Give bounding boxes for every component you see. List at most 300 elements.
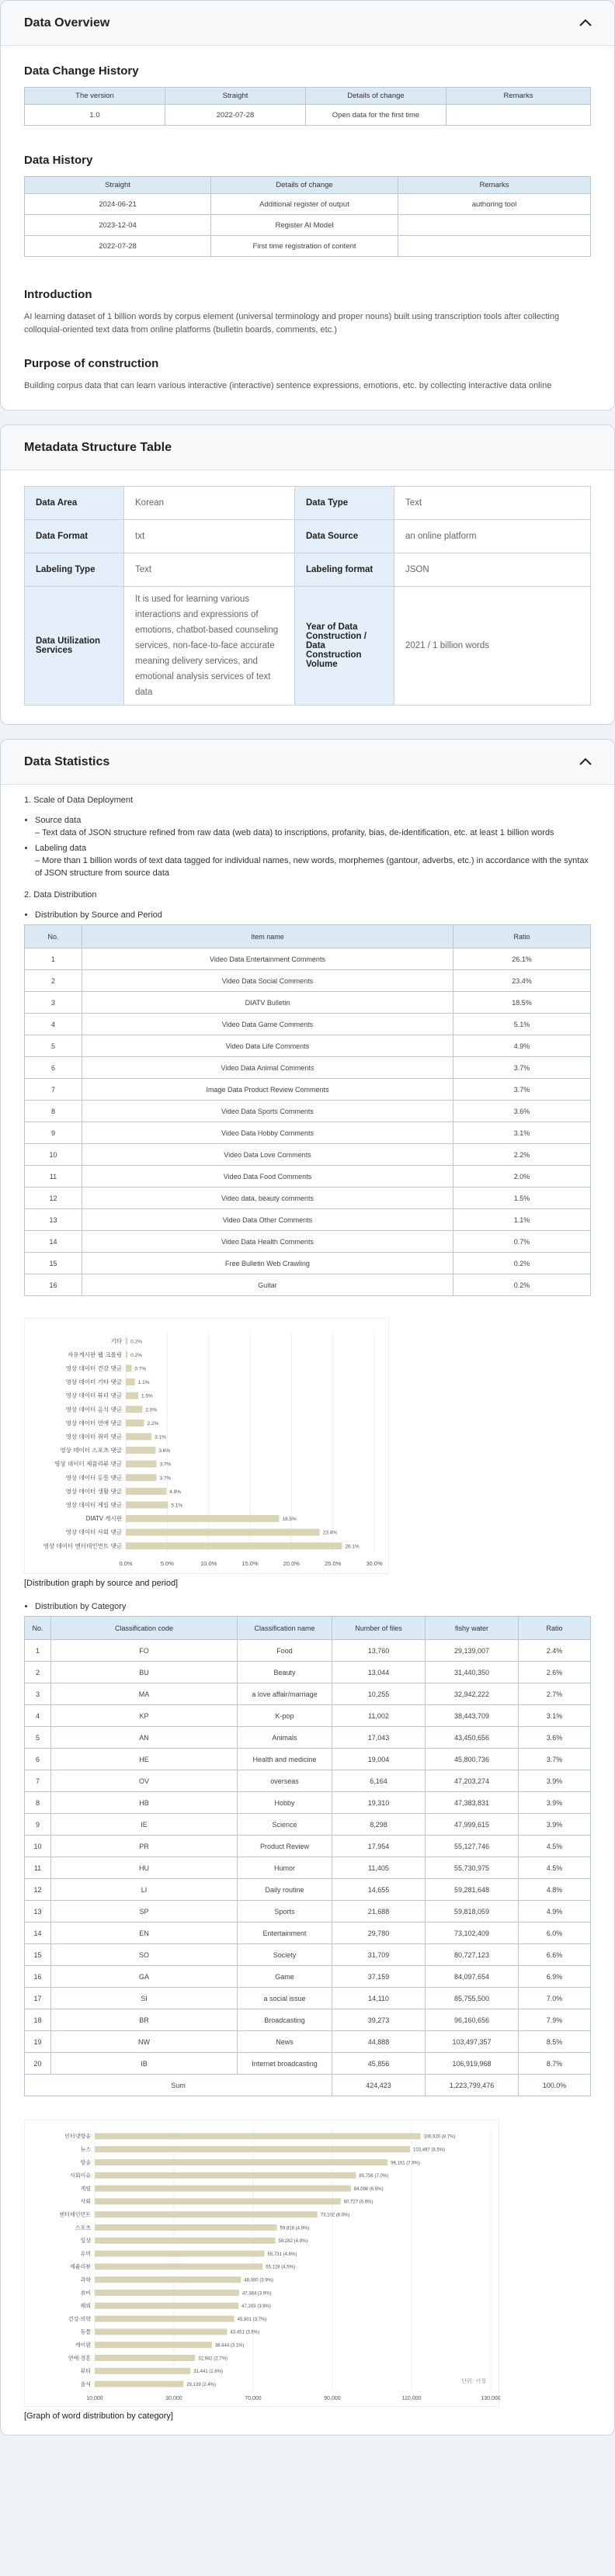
- x-tick-label: 70,000: [245, 2396, 262, 2401]
- table-cell: Humor: [238, 1857, 332, 1879]
- chevron-up-icon[interactable]: [577, 15, 594, 32]
- column-header: Ratio: [519, 1617, 591, 1640]
- bar: [95, 2328, 227, 2335]
- table-cell: 20: [25, 2053, 51, 2075]
- table-cell: 29,780: [332, 1922, 426, 1944]
- table-cell: 3: [25, 1683, 51, 1705]
- unit-note: 단위: 어절: [461, 2378, 486, 2384]
- table-row: [25, 1057, 591, 1079]
- table-cell: 2.4%: [519, 1640, 591, 1662]
- table-cell: 19,004: [332, 1749, 426, 1770]
- table-cell: 47,383,831: [426, 1792, 519, 1814]
- table-cell: Broadcasting: [238, 2009, 332, 2031]
- table-cell: 8.5%: [519, 2031, 591, 2053]
- x-tick-label: 10,000: [86, 2396, 103, 2401]
- table-cell: 21,688: [332, 1901, 426, 1922]
- table-cell: First time registration of content: [211, 236, 398, 257]
- metadata-key: Year of Data Construction / Data Construction Volume: [295, 587, 394, 706]
- bar-value-label: 55,731 (4.6%): [267, 2252, 297, 2257]
- data-overview-header[interactable]: [1, 1, 614, 46]
- table-cell: 5: [25, 1035, 82, 1057]
- x-tick-label: 30,000: [165, 2396, 182, 2401]
- y-category-label: 인터넷방송: [64, 2133, 91, 2140]
- table-cell: 18.5%: [453, 992, 591, 1014]
- metadata-key: Data Source: [295, 520, 394, 553]
- table-cell: NW: [51, 2031, 238, 2053]
- table-cell: 3.1%: [453, 1122, 591, 1144]
- table-cell: Video Data Food Comments: [82, 1166, 453, 1187]
- table-cell: 3: [25, 992, 82, 1014]
- distribution-heading: 2. Data Distribution: [24, 890, 97, 900]
- x-tick-label: 130,000: [481, 2396, 500, 2401]
- table-cell: LI: [51, 1879, 238, 1901]
- bar: [95, 2263, 262, 2269]
- bar: [126, 1434, 151, 1441]
- bar: [126, 1406, 142, 1413]
- bar: [126, 1378, 135, 1385]
- bar-value-label: 3.7%: [159, 1461, 172, 1468]
- table-cell: 55,127,746: [426, 1836, 519, 1857]
- table-row: [25, 948, 591, 970]
- chart2-caption: [Graph of word distribution by category]: [24, 2411, 173, 2421]
- metadata-value: Text: [394, 487, 591, 520]
- table-cell: 6.6%: [519, 1944, 591, 1966]
- table-cell: 45,856: [332, 2053, 426, 2075]
- table-cell: 1.1%: [453, 1209, 591, 1231]
- table-cell: Sports: [238, 1901, 332, 1922]
- x-tick-label: 20.0%: [283, 1560, 300, 1567]
- y-category-label: 영상 데이터 기타 댓글: [65, 1378, 122, 1386]
- table-cell: 16: [25, 1274, 82, 1296]
- table-cell: 47,203,274: [426, 1770, 519, 1792]
- table-row: [25, 1101, 591, 1122]
- table-cell: 96,160,656: [426, 2009, 519, 2031]
- table-cell: 55,730,975: [426, 1857, 519, 1879]
- table-row: [25, 1209, 591, 1231]
- table-row: [25, 1836, 591, 1857]
- data-statistics-panel: [0, 739, 615, 2436]
- metadata-value: Text: [124, 553, 295, 587]
- y-category-label: 영상 데이터 엔터테인먼트 댓글: [43, 1542, 122, 1550]
- y-category-label: 동물: [80, 2328, 91, 2335]
- table-row: [25, 1922, 591, 1944]
- bar: [95, 2238, 276, 2244]
- metadata-value: JSON: [394, 553, 591, 587]
- metadata-key: Data Utilization Services: [25, 587, 124, 706]
- table-cell: 38,443,709: [426, 1705, 519, 1727]
- table-cell: Animals: [238, 1727, 332, 1749]
- y-category-label: 영상 데이터 사회 댓글: [65, 1528, 122, 1536]
- table-cell: SP: [51, 1901, 238, 1922]
- y-category-label: 해외: [80, 2303, 91, 2310]
- table-cell: 2: [25, 1662, 51, 1683]
- column-header: Straight: [25, 177, 211, 194]
- table-row: [25, 1035, 591, 1057]
- table-cell: 14,655: [332, 1879, 426, 1901]
- table-cell: 10: [25, 1144, 82, 1166]
- table-cell: 19,310: [332, 1792, 426, 1814]
- y-category-label: 건강·의학: [68, 2315, 91, 2322]
- x-tick-label: 90,000: [324, 2396, 341, 2401]
- table-row: [25, 1857, 591, 1879]
- table-cell: Image Data Product Review Comments: [82, 1079, 453, 1101]
- metadata-row: [25, 553, 591, 587]
- table-cell: 13,760: [332, 1640, 426, 1662]
- table-cell: 17: [25, 1988, 51, 2009]
- table-cell: Open data for the first time: [306, 105, 446, 126]
- bar-value-label: 103,497 (8.5%): [413, 2148, 446, 2153]
- table-row: [25, 1079, 591, 1101]
- source-period-label: • Distribution by Source and Period: [35, 909, 591, 921]
- metadata-key: Data Format: [25, 520, 124, 553]
- table-cell: 16: [25, 1966, 51, 1988]
- scale-heading: 1. Scale of Data Deployment: [24, 796, 134, 805]
- table-cell: Daily routine: [238, 1879, 332, 1901]
- metadata-row: [25, 520, 591, 553]
- table-cell: MA: [51, 1683, 238, 1705]
- table-row: [25, 1879, 591, 1901]
- table-row: [25, 1231, 591, 1253]
- x-tick-label: 30.0%: [366, 1560, 383, 1567]
- y-category-label: 음식: [80, 2380, 91, 2387]
- data-overview-panel: [0, 0, 615, 411]
- metadata-value: an online platform: [394, 520, 591, 553]
- table-cell: 84,097,654: [426, 1966, 519, 1988]
- table-cell: 18: [25, 2009, 51, 2031]
- table-cell: BU: [51, 1662, 238, 1683]
- bar: [126, 1351, 127, 1358]
- x-tick-label: 5.0%: [160, 1560, 174, 1567]
- table-cell: Food: [238, 1640, 332, 1662]
- table-cell: 12: [25, 1879, 51, 1901]
- table-cell: 0.7%: [453, 1231, 591, 1253]
- table-cell: Hobby: [238, 1792, 332, 1814]
- bar: [126, 1488, 166, 1495]
- x-tick-label: 25.0%: [325, 1560, 342, 1567]
- metadata-key: Labeling format: [295, 553, 394, 587]
- bar: [95, 2276, 241, 2283]
- table-cell: 47,999,615: [426, 1814, 519, 1836]
- table-cell: 3.9%: [519, 1814, 591, 1836]
- chart1-caption: [Distribution graph by source and period]: [24, 1579, 179, 1588]
- table-cell: SI: [51, 1988, 238, 2009]
- table-cell: 7: [25, 1079, 82, 1101]
- bar: [126, 1529, 320, 1536]
- table-cell: 3.7%: [453, 1057, 591, 1079]
- table-cell: OV: [51, 1770, 238, 1792]
- table-cell: PR: [51, 1836, 238, 1857]
- table-cell: 26.1%: [453, 948, 591, 970]
- table-row: [25, 1662, 591, 1683]
- table-cell: 15: [25, 1944, 51, 1966]
- table-cell: 6,164: [332, 1770, 426, 1792]
- table-cell: 11,405: [332, 1857, 426, 1879]
- table-cell: 59,818,059: [426, 1901, 519, 1922]
- y-category-label: 자유게시판 웹 크롤링: [68, 1350, 122, 1358]
- table-row: [25, 1122, 591, 1144]
- column-header: Classification code: [51, 1617, 238, 1640]
- metadata-value: It is used for learning various interactions and expressions of emotions, chatbot-based counseling services, non-face-to-face accurate meaning delivery services, and emotional analysis services of text data: [124, 587, 295, 706]
- table-cell: [398, 236, 591, 257]
- table-cell: 6.9%: [519, 1966, 591, 1988]
- table-row: [25, 2031, 591, 2053]
- table-cell: HE: [51, 1749, 238, 1770]
- table-cell: 8: [25, 1792, 51, 1814]
- table-cell: 3.7%: [519, 1749, 591, 1770]
- bar: [95, 2172, 356, 2179]
- table-cell: GA: [51, 1966, 238, 1988]
- bar-value-label: 23.4%: [322, 1530, 338, 1536]
- table-row: [25, 992, 591, 1014]
- table-cell: 10,255: [332, 1683, 426, 1705]
- table-cell: Video Data Life Comments: [82, 1035, 453, 1057]
- table-cell: a social issue: [238, 1988, 332, 2009]
- y-category-label: 영상 데이터 생활 댓글: [65, 1487, 122, 1495]
- bar: [95, 2368, 190, 2374]
- bar-value-label: 31,441 (2.6%): [193, 2370, 224, 2375]
- table-cell: Video Data Health Comments: [82, 1231, 453, 1253]
- table-cell: 7.9%: [519, 2009, 591, 2031]
- category-label: • Distribution by Category: [35, 1600, 591, 1613]
- y-category-label: 스포츠: [75, 2224, 91, 2231]
- table-row: [25, 970, 591, 992]
- y-category-label: 영상 데이터 스포츠 댓글: [60, 1447, 122, 1454]
- table-cell: AN: [51, 1727, 238, 1749]
- table-cell: Video Data Entertainment Comments: [82, 948, 453, 970]
- table-cell: 1.5%: [453, 1187, 591, 1209]
- column-header: No.: [25, 1617, 51, 1640]
- table-row: [25, 1640, 591, 1662]
- bar: [95, 2303, 238, 2309]
- table-row: [25, 1014, 591, 1035]
- metadata-row: [25, 587, 591, 706]
- table-cell: 3.9%: [519, 1792, 591, 1814]
- labeling-data-label: Labeling data: [35, 844, 87, 853]
- table-cell: 73,102,409: [426, 1922, 519, 1944]
- bar-value-label: 48,000 (3.9%): [244, 2278, 274, 2283]
- table-cell: 37,159: [332, 1966, 426, 1988]
- table-cell: 6: [25, 1749, 51, 1770]
- table-cell: 2.6%: [519, 1662, 591, 1683]
- table-cell: 7: [25, 1770, 51, 1792]
- table-cell: HB: [51, 1792, 238, 1814]
- table-cell: 80,727,123: [426, 1944, 519, 1966]
- table-row: [25, 1683, 591, 1705]
- history-heading: Data History: [24, 154, 93, 167]
- metadata-row: [25, 487, 591, 520]
- bar-value-label: 2.0%: [145, 1407, 158, 1413]
- table-cell: 8: [25, 1101, 82, 1122]
- column-header: fishy water: [426, 1617, 519, 1640]
- table-cell: 2.0%: [453, 1166, 591, 1187]
- table-row: [25, 1770, 591, 1792]
- table-cell: Video Data Social Comments: [82, 970, 453, 992]
- table-cell: 6: [25, 1057, 82, 1079]
- table-cell: 17,043: [332, 1727, 426, 1749]
- column-header: Classification name: [238, 1617, 332, 1640]
- bar: [126, 1502, 168, 1509]
- bar-value-label: 3.7%: [159, 1475, 172, 1482]
- source-data-label: Source data: [35, 816, 82, 825]
- table-cell: Game: [238, 1966, 332, 1988]
- bar: [126, 1365, 131, 1372]
- y-category-label: 영상 데이터 게임 댓글: [65, 1501, 122, 1509]
- bar-value-label: 0.2%: [130, 1339, 142, 1345]
- column-header: Details of change: [306, 88, 446, 105]
- table-cell: 14,110: [332, 1988, 426, 2009]
- table-cell: Guitar: [82, 1274, 453, 1296]
- table-cell: 1: [25, 948, 82, 970]
- sum-cell: 424,423: [332, 2075, 426, 2096]
- table-cell: 4: [25, 1014, 82, 1035]
- x-tick-label: 0.0%: [119, 1560, 133, 1567]
- y-category-label: 뉴스: [80, 2146, 91, 2153]
- table-cell: Video Data Other Comments: [82, 1209, 453, 1231]
- table-cell: overseas: [238, 1770, 332, 1792]
- table-row: [25, 194, 591, 215]
- table-cell: DIATV Bulletin: [82, 992, 453, 1014]
- table-cell: 2022-07-28: [25, 236, 211, 257]
- table-cell: 3.7%: [453, 1079, 591, 1101]
- table-cell: Video Data Hobby Comments: [82, 1122, 453, 1144]
- y-category-label: 영상 데이터 연애 댓글: [65, 1419, 122, 1427]
- y-category-label: DIATV 게시판: [85, 1515, 122, 1523]
- bar-value-label: 3.1%: [155, 1434, 166, 1441]
- purpose-heading: Purpose of construction: [24, 357, 159, 370]
- bar-value-label: 3.6%: [158, 1448, 171, 1454]
- table-cell: 9: [25, 1122, 82, 1144]
- table-cell: Video data, beauty comments: [82, 1187, 453, 1209]
- table-cell: Entertainment: [238, 1922, 332, 1944]
- y-category-label: 사회이슈: [69, 2172, 91, 2179]
- table-cell: Video Data Love Comments: [82, 1144, 453, 1166]
- table-cell: 103,497,357: [426, 2031, 519, 2053]
- source-period-table: [24, 924, 591, 1296]
- y-category-label: 영상 데이터 음식 댓글: [65, 1406, 122, 1413]
- y-category-label: 케이팝: [75, 2342, 91, 2349]
- bar: [126, 1542, 342, 1549]
- labeling-data-text: – More than 1 billion words of text data tagged for individual names, new words, morphemes (gantour, adverbs, etc.) in accordance with the syntax of JSON structure from source data: [35, 856, 589, 878]
- table-row: [25, 1727, 591, 1749]
- table-cell: 11: [25, 1857, 51, 1879]
- table-cell: BR: [51, 2009, 238, 2031]
- table-cell: Video Data Sports Comments: [82, 1101, 453, 1122]
- table-cell: 19: [25, 2031, 51, 2053]
- table-cell: 4.8%: [519, 1879, 591, 1901]
- x-tick-label: 10.0%: [200, 1560, 217, 1567]
- metadata-value: 2021 / 1 billion words: [394, 587, 591, 706]
- table-cell: 2022-07-28: [165, 105, 306, 126]
- table-cell: [446, 105, 591, 126]
- metadata-key: Labeling Type: [25, 553, 124, 587]
- source-data-item: [35, 814, 591, 839]
- table-cell: Internet broadcasting: [238, 2053, 332, 2075]
- table-row: [25, 105, 591, 126]
- table-row: [25, 1966, 591, 1988]
- table-cell: 39,273: [332, 2009, 426, 2031]
- table-cell: KP: [51, 1705, 238, 1727]
- data-overview-title: Data Overview: [24, 16, 110, 29]
- table-cell: 14: [25, 1922, 51, 1944]
- metadata-key: Data Type: [295, 487, 394, 520]
- category-distribution-chart: [24, 2120, 499, 2407]
- table-cell: 106,919,968: [426, 2053, 519, 2075]
- bar-value-label: 96,161 (7.9%): [391, 2161, 420, 2166]
- y-category-label: 취미: [80, 2290, 91, 2297]
- bar-value-label: 55,128 (4.5%): [266, 2265, 295, 2270]
- y-category-label: 과학: [80, 2276, 91, 2283]
- bar: [95, 2146, 410, 2152]
- table-cell: 12: [25, 1187, 82, 1209]
- table-cell: 5.1%: [453, 1014, 591, 1035]
- bar: [95, 2355, 195, 2361]
- bar: [95, 2198, 341, 2204]
- table-cell: FO: [51, 1640, 238, 1662]
- y-category-label: 연애·결혼: [68, 2355, 91, 2362]
- y-category-label: 사회: [80, 2198, 91, 2205]
- metadata-value: Korean: [124, 487, 295, 520]
- table-cell: 4.9%: [519, 1901, 591, 1922]
- table-cell: Register AI Model: [211, 215, 398, 236]
- table-cell: 17,954: [332, 1836, 426, 1857]
- bar-value-label: 4.9%: [169, 1489, 182, 1495]
- table-cell: IE: [51, 1814, 238, 1836]
- bar-value-label: 1.5%: [141, 1393, 153, 1399]
- metadata-header: [1, 425, 614, 470]
- table-row: [25, 1274, 591, 1296]
- y-category-label: 기타: [110, 1337, 122, 1345]
- bar-value-label: 38,444 (3.1%): [214, 2343, 245, 2349]
- bar: [95, 2133, 420, 2139]
- table-cell: 13,044: [332, 1662, 426, 1683]
- sum-cell: 1,223,799,476: [426, 2075, 519, 2096]
- y-category-label: 영상 데이터 취미 댓글: [65, 1433, 122, 1441]
- table-row: [25, 1792, 591, 1814]
- bar: [126, 1420, 144, 1427]
- table-cell: Video Data Animal Comments: [82, 1057, 453, 1079]
- table-cell: 15: [25, 1253, 82, 1274]
- table-sum-row: [25, 2075, 591, 2096]
- bar-value-label: 5.1%: [171, 1503, 183, 1509]
- category-table: [24, 1616, 591, 2096]
- bar: [95, 2224, 277, 2231]
- data-statistics-header[interactable]: [1, 740, 614, 785]
- bar-value-label: 80,727 (6.6%): [343, 2200, 374, 2205]
- table-cell: 4: [25, 1705, 51, 1727]
- y-category-label: 영상 데이터 제품리뷰 댓글: [54, 1460, 122, 1468]
- y-category-label: 유머: [80, 2250, 91, 2257]
- bar-value-label: 2.2%: [147, 1420, 159, 1427]
- table-row: [25, 2009, 591, 2031]
- y-category-label: 방송: [80, 2159, 91, 2166]
- bar-value-label: 59,282 (4.8%): [278, 2239, 308, 2245]
- table-cell: 3.6%: [453, 1101, 591, 1122]
- bar-value-label: 43,451 (3.6%): [230, 2330, 260, 2335]
- table-row: [25, 215, 591, 236]
- table-cell: 31,440,350: [426, 1662, 519, 1683]
- table-cell: Society: [238, 1944, 332, 1966]
- source-data-text: – Text data of JSON structure refined from raw data (web data) to inscriptions, profanity, bias, de-identification, etc. at least 1 billion words: [35, 828, 554, 837]
- table-row: [25, 1988, 591, 2009]
- bar-value-label: 45,801 (3.7%): [237, 2317, 267, 2322]
- table-cell: a love affair/marriage: [238, 1683, 332, 1705]
- bar-value-label: 73,102 (6.0%): [320, 2213, 350, 2218]
- chevron-up-icon[interactable]: [577, 754, 594, 771]
- bar-value-label: 1.1%: [137, 1380, 150, 1386]
- sum-label: Sum: [25, 2075, 332, 2096]
- table-cell: 11,002: [332, 1705, 426, 1727]
- bar-value-label: 29,139 (2.4%): [186, 2382, 217, 2387]
